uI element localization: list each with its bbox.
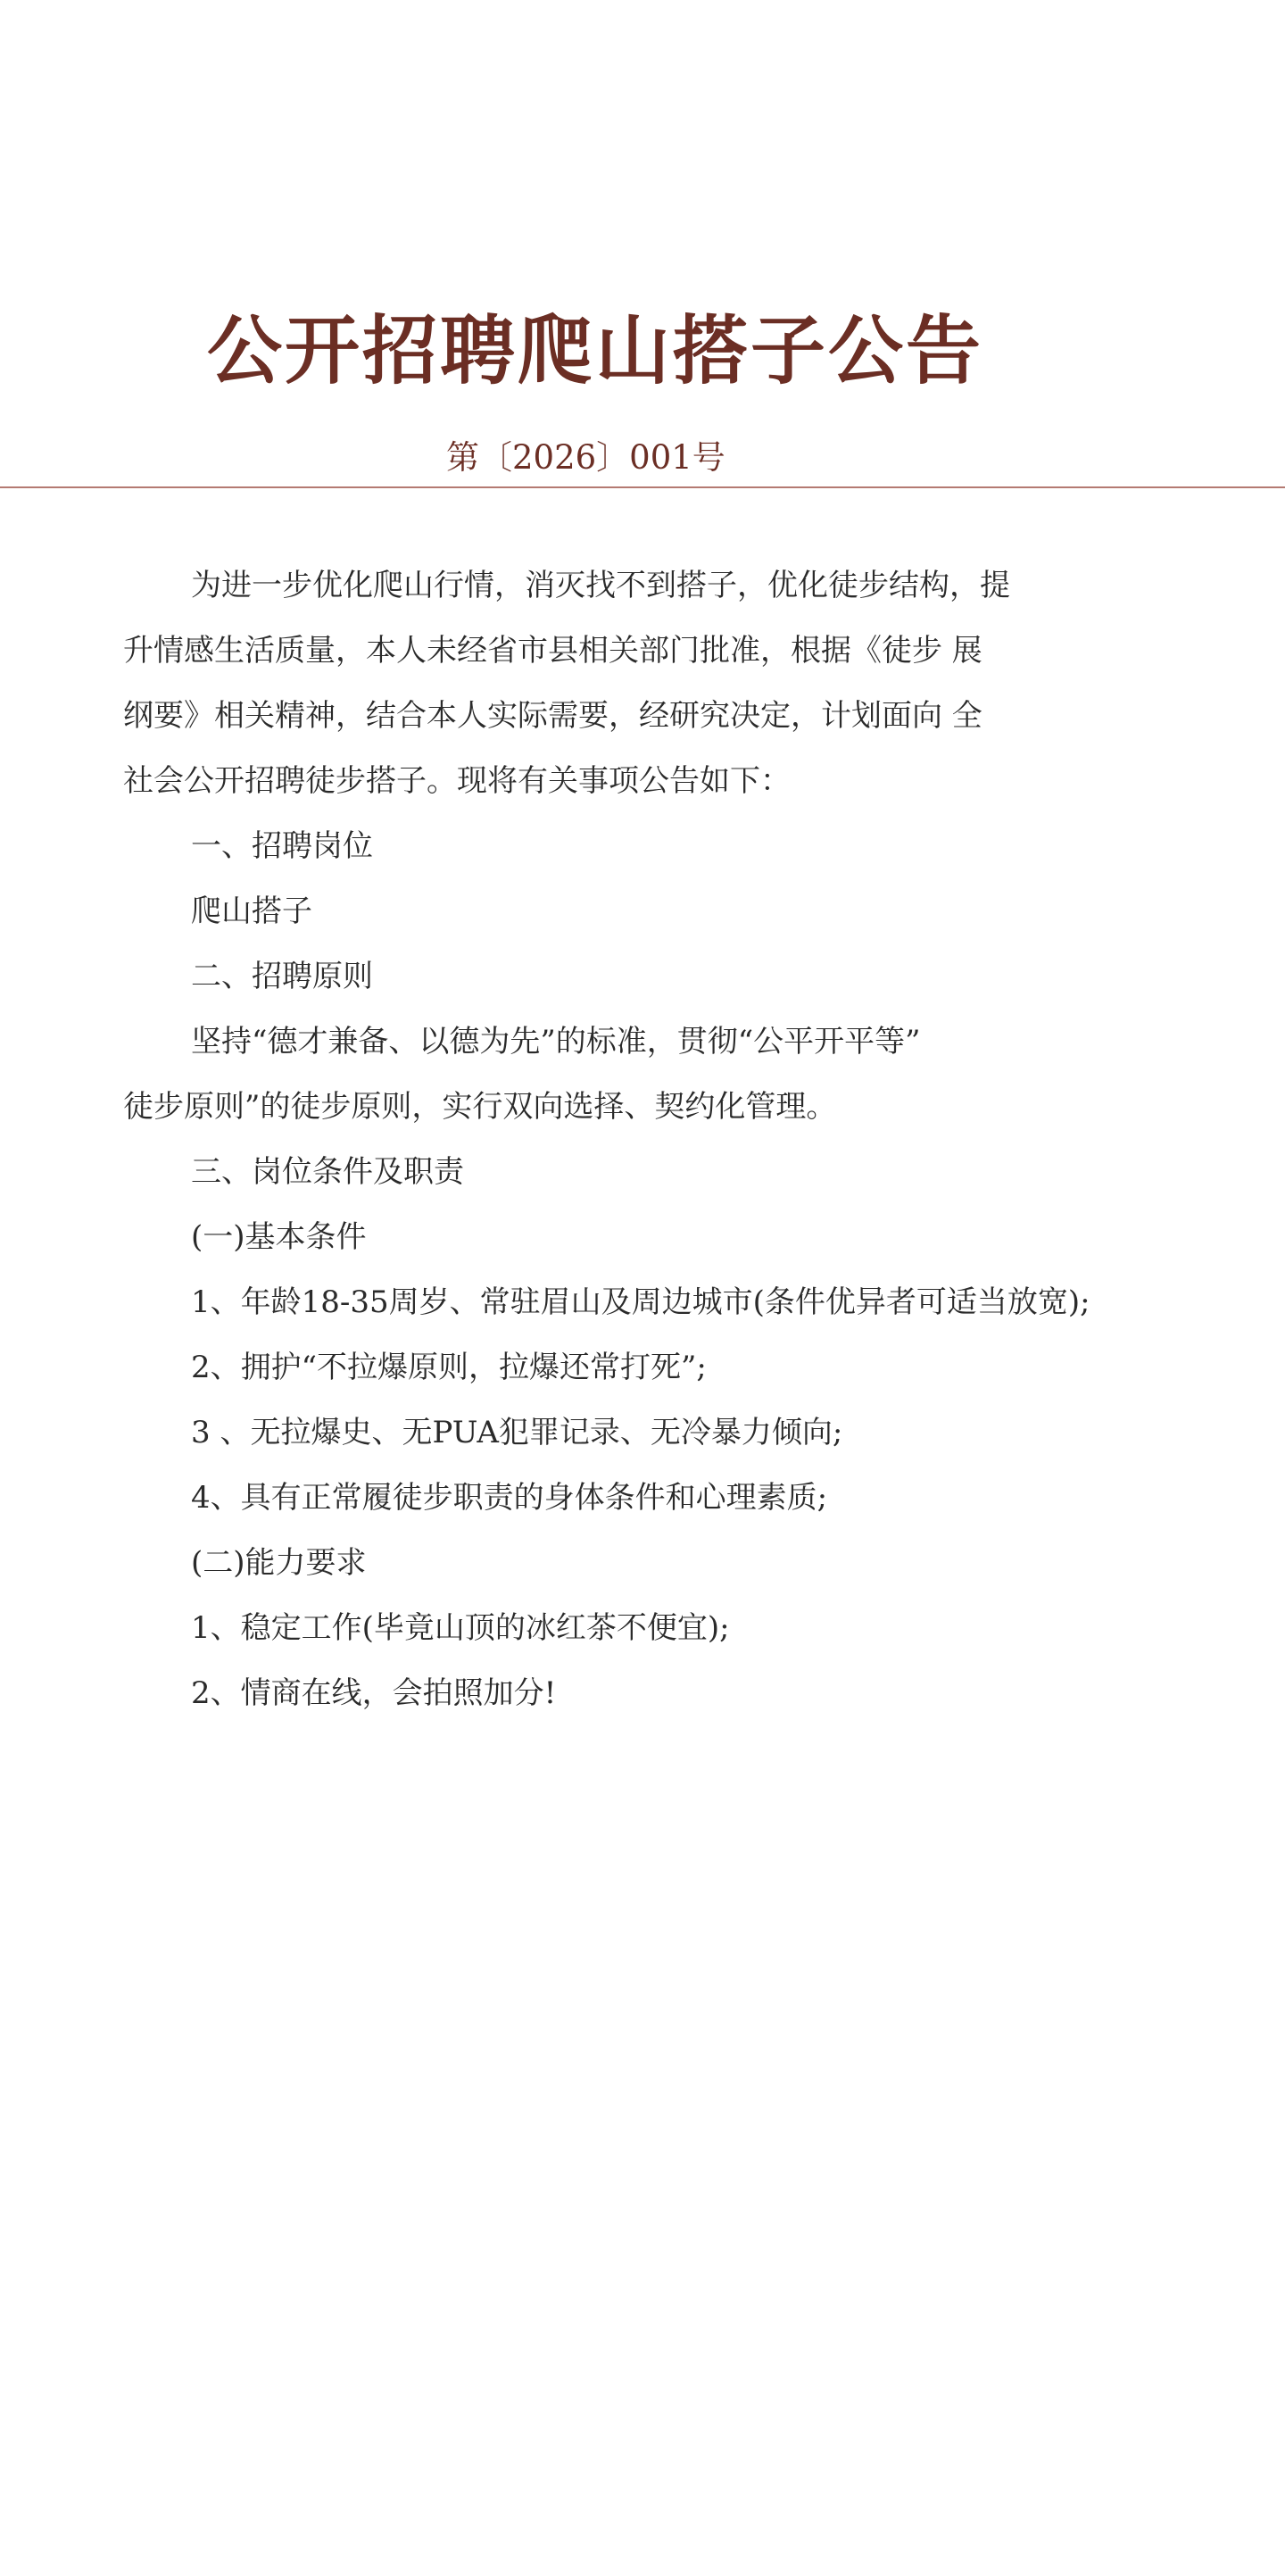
ability-requirement-item: 2、情商在线，会拍照加分! <box>191 1675 557 1711</box>
intro-line: 社会公开招聘徒步搭子。现将有关事项公告如下： <box>123 763 791 799</box>
position-name: 爬山搭子 <box>191 893 312 929</box>
document-title: 公开招聘爬山搭子公告 <box>207 306 984 395</box>
principles-paragraph <box>123 1010 1176 1140</box>
intro-line: 纲要》相关精神，结合本人实际需要，经研究决定，计划面向 全 <box>123 698 982 734</box>
basic-condition-item: 3 、无拉爆史、无PUA犯罪记录、无冷暴力倾向; <box>191 1415 843 1450</box>
intro-paragraph <box>123 553 1176 814</box>
subheading-basic-conditions: (一)基本条件 <box>191 1219 367 1255</box>
subheading-ability-requirements: (二)能力要求 <box>191 1545 367 1581</box>
basic-condition-item: 4、具有正常履徒步职责的身体条件和心理素质; <box>191 1480 828 1516</box>
principles-line: 坚持“德才兼备、以德为先”的标准，贯彻“公平开平等” <box>191 1024 921 1059</box>
intro-line: 为进一步优化爬山行情，消灭找不到搭子，优化徒步结构，提 <box>191 568 1010 603</box>
title-divider <box>0 486 1285 488</box>
principles-line: 徒步原则”的徒步原则，实行双向选择、契约化管理。 <box>123 1089 837 1125</box>
basic-condition-item: 1、年龄18-35周岁、常驻眉山及周边城市(条件优异者可适当放宽); <box>191 1284 1090 1320</box>
ability-requirement-item: 1、稳定工作(毕竟山顶的冰红茶不便宜); <box>191 1610 730 1646</box>
section-heading-conditions: 三、岗位条件及职责 <box>191 1154 464 1190</box>
section-heading-positions: 一、招聘岗位 <box>191 828 373 864</box>
document-body <box>123 553 1176 1726</box>
basic-condition-item: 2、拥护“不拉爆原则，拉爆还常打死”; <box>191 1350 707 1385</box>
document-number: 第〔2026〕001号 <box>446 438 725 477</box>
intro-line: 升情感生活质量，本人未经省市县相关部门批准，根据《徒步 展 <box>123 633 982 669</box>
section-heading-principles: 二、招聘原则 <box>191 959 373 994</box>
